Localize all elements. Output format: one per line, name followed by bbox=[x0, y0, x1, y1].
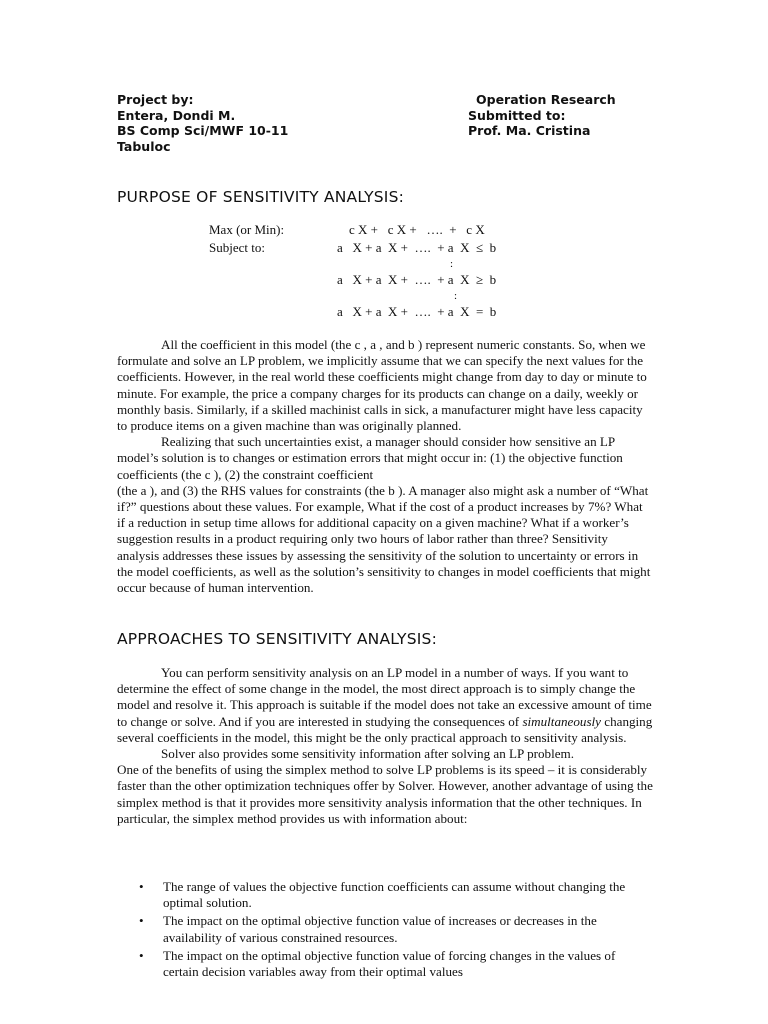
course-schedule-continued: Tabuloc bbox=[117, 138, 171, 154]
list-item bbox=[117, 913, 653, 945]
bullet-icon: • bbox=[139, 879, 144, 894]
author-name: Entera, Dondi M. bbox=[117, 107, 236, 123]
paragraph-text: You can perform sensitivity analysis on an LP model in a number of ways. If you want to determine the effect of some change in the model, the most direct approach is to simply change the model and resolve it. This approach is suitable if the model does not take an excessive amount of time to change or solve. And if you are interested in studying the consequences of bbox=[117, 665, 652, 729]
list-item bbox=[117, 948, 653, 980]
project-info bbox=[117, 92, 377, 154]
constraint-less-equal: a X + a X + …. + a X ≤ b bbox=[337, 240, 497, 255]
submitted-to-label: Submitted to: bbox=[468, 107, 566, 123]
emphasized-word: simultaneously bbox=[522, 713, 601, 729]
list-item-text: The impact on the optimal objective function value of increases or decreases in the availability of various constrained resources. bbox=[163, 913, 597, 945]
paragraph: (the a ), and (3) the RHS values for constraints (the b ). A manager also might ask a number of “What if?” questions about these values. For example, What if the cost of a product increases by 7%? What if a reduction in setup time allows for additional capacity on a given machine? What if a worker’s suggestion results in a product requiring only two hours of labor rather than three? Sensitivity analysis addresses these issues by assessing the sensitivity of the solution to uncertainty or errors in the model coefficients, as well as the solution’s sensitivity to changes in model coefficients that might occur because of human intervention. bbox=[117, 482, 651, 596]
continuation-dots: : bbox=[450, 258, 454, 270]
purpose-body bbox=[117, 337, 653, 596]
course-schedule: BS Comp Sci/MWF 10-11 bbox=[117, 123, 289, 138]
submission-info bbox=[468, 92, 668, 139]
bullet-icon: • bbox=[139, 947, 144, 963]
bullet-icon: • bbox=[139, 913, 144, 929]
section-heading-approaches: APPROACHES TO SENSITIVITY ANALYSIS: bbox=[117, 630, 437, 648]
constraint-greater-equal: a X + a X + …. + a X ≥ b bbox=[337, 272, 497, 287]
subject-title: Operation Research bbox=[476, 92, 616, 107]
objective-expression: c X + c X + …. + c X bbox=[349, 222, 485, 237]
paragraph: One of the benefits of using the simplex method to solve LP problems is its speed – it is considerably faster than the other optimization techniques offer by Solver. However, another advantage of using the simplex method is that it provides more sensitivity analysis information that the other techniques. In particular, the simplex method provides us with information about: bbox=[117, 762, 653, 826]
project-by-label: Project by: bbox=[117, 92, 194, 107]
professor-name: Prof. Ma. Cristina bbox=[468, 123, 591, 138]
section-heading-purpose: PURPOSE OF SENSITIVITY ANALYSIS: bbox=[117, 188, 405, 206]
constraint-equal: a X + a X + …. + a X = b bbox=[337, 304, 497, 319]
list-item-text: The impact on the optimal objective function value of forcing changes in the values of certain decision variables away from their optimal values bbox=[163, 947, 616, 980]
paragraph: All the coefficient in this model (the c , a , and b ) represent numeric constants. So, when we formulate and solve an LP problem, we implicitly assume that we can specify the next values for the coefficients. However, in the real world these coefficients might change from day to day or minute to minute. For example, the price a company charges for its products can change on a daily, weekly or monthly basis. Similarly, if a skilled machinist calls in sick, a manufacturer might have less capacity to produce items on a given machine than was originally planned. bbox=[117, 337, 647, 434]
paragraph bbox=[117, 665, 653, 746]
subject-to-label: Subject to: bbox=[209, 240, 265, 255]
paragraph: Realizing that such uncertainties exist, a manager should consider how sensitive an LP model’s solution is to changes or estimation errors that might occur in: (1) the objective function coefficients (the c ), (2) the constraint coefficient bbox=[117, 434, 623, 482]
list-item bbox=[117, 879, 653, 911]
paragraph: Solver also provides some sensitivity information after solving an LP problem. bbox=[161, 746, 574, 762]
continuation-dots: : bbox=[454, 290, 458, 302]
approaches-body bbox=[117, 665, 653, 827]
list-item-text: The range of values the objective function coefficients can assume without changing the optimal solution. bbox=[163, 879, 626, 911]
paragraph-text: changing several coefficients in the model, this might be the only practical approach to sensitivity analysis. bbox=[117, 713, 653, 745]
simplex-info-list bbox=[117, 879, 653, 982]
objective-label: Max (or Min): bbox=[209, 222, 285, 237]
